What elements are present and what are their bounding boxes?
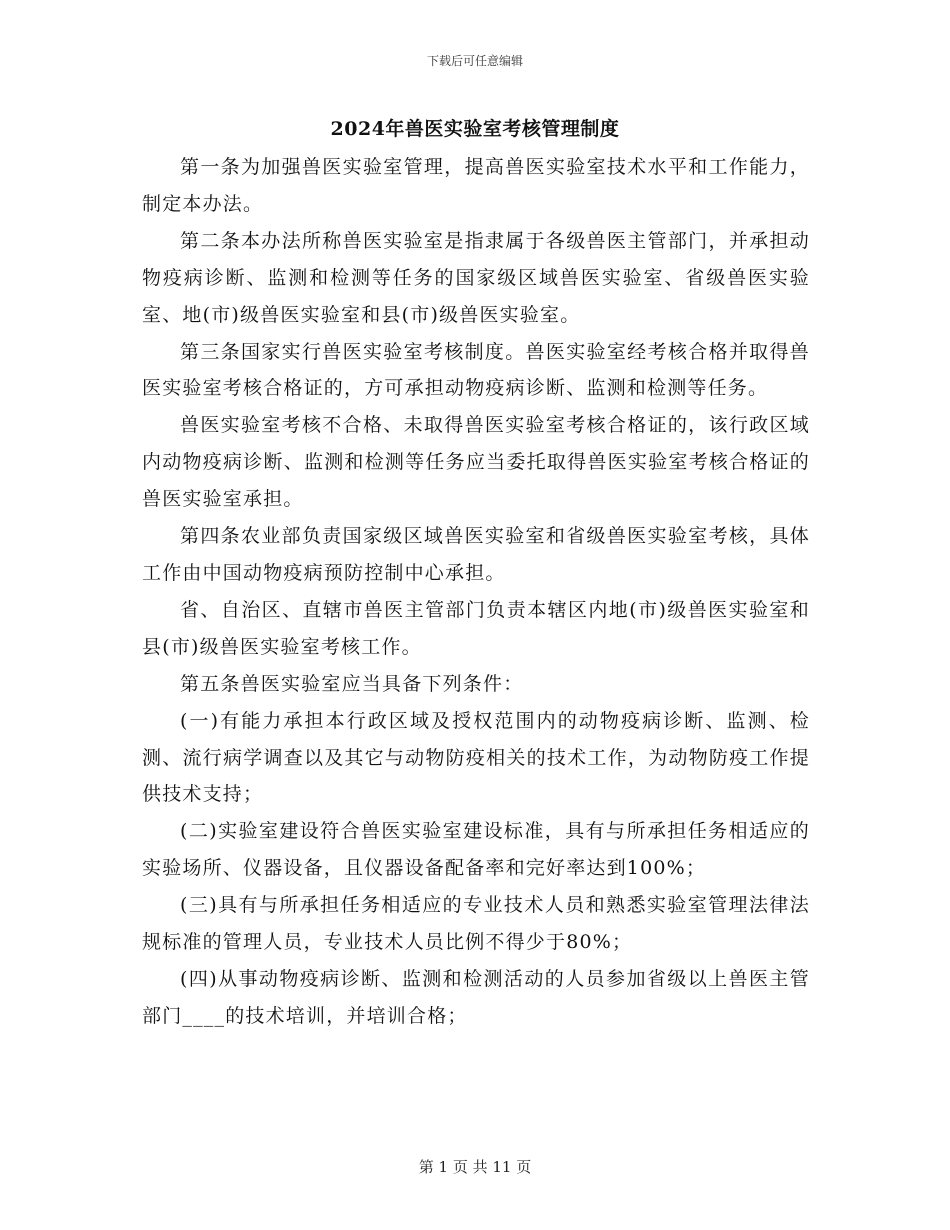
- page-header: 下载后可任意编辑: [426, 54, 523, 68]
- paragraph-item-2: (二)实验室建设符合兽医实验室建设标准，具有与所承担任务相适应的实验场所、仪器设备，且仪器设备配备率和完好率达到100%；: [142, 820, 810, 880]
- paragraph-item-4: (四)从事动物疫病诊断、监测和检测活动的人员参加省级以上兽医主管部门____的技术培训，并培训合格；: [142, 967, 810, 1027]
- paragraph-article-4-cont: 省、自治区、直辖市兽医主管部门负责本辖区内地(市)级兽医实验室和县(市)级兽医实验室考核工作。: [142, 598, 810, 658]
- paragraph-item-1: (一)有能力承担本行政区域及授权范围内的动物疫病诊断、监测、检测、流行病学调查以及其它与动物防疫相关的技术工作，为动物防疫工作提供技术支持；: [142, 709, 810, 806]
- paragraph-article-4: 第四条农业部负责国家级区域兽医实验室和省级兽医实验室考核，具体工作由中国动物疫病预防控制中心承担。: [142, 525, 810, 584]
- paragraph-article-1: 第一条为加强兽医实验室管理，提高兽医实验室技术水平和工作能力，制定本办法。: [142, 156, 810, 215]
- paragraph-article-3-cont: 兽医实验室考核不合格、未取得兽医实验室考核合格证的，该行政区域内动物疫病诊断、监测和检测等任务应当委托取得兽医实验室考核合格证的兽医实验室承担。: [142, 414, 810, 511]
- paragraph-article-5: 第五条兽医实验室应当具备下列条件：: [180, 672, 524, 695]
- document-title: 2024年兽医实验室考核管理制度: [330, 118, 620, 140]
- paragraph-article-2: 第二条本办法所称兽医实验室是指隶属于各级兽医主管部门，并承担动物疫病诊断、监测和检测等任务的国家级区域兽医实验室、省级兽医实验室、地(市)级兽医实验室和县(市)级兽医实验室。: [142, 229, 810, 326]
- paragraph-article-3: 第三条国家实行兽医实验室考核制度。兽医实验室经考核合格并取得兽医实验室考核合格证的，方可承担动物疫病诊断、监测和检测等任务。: [142, 340, 810, 400]
- page-footer: 第 1 页 共 11 页: [418, 1158, 532, 1176]
- document-body: [142, 149, 810, 1035]
- paragraph-item-3: (三)具有与所承担任务相适应的专业技术人员和熟悉实验室管理法律法规标准的管理人员，专业技术人员比例不得少于80%；: [142, 894, 810, 954]
